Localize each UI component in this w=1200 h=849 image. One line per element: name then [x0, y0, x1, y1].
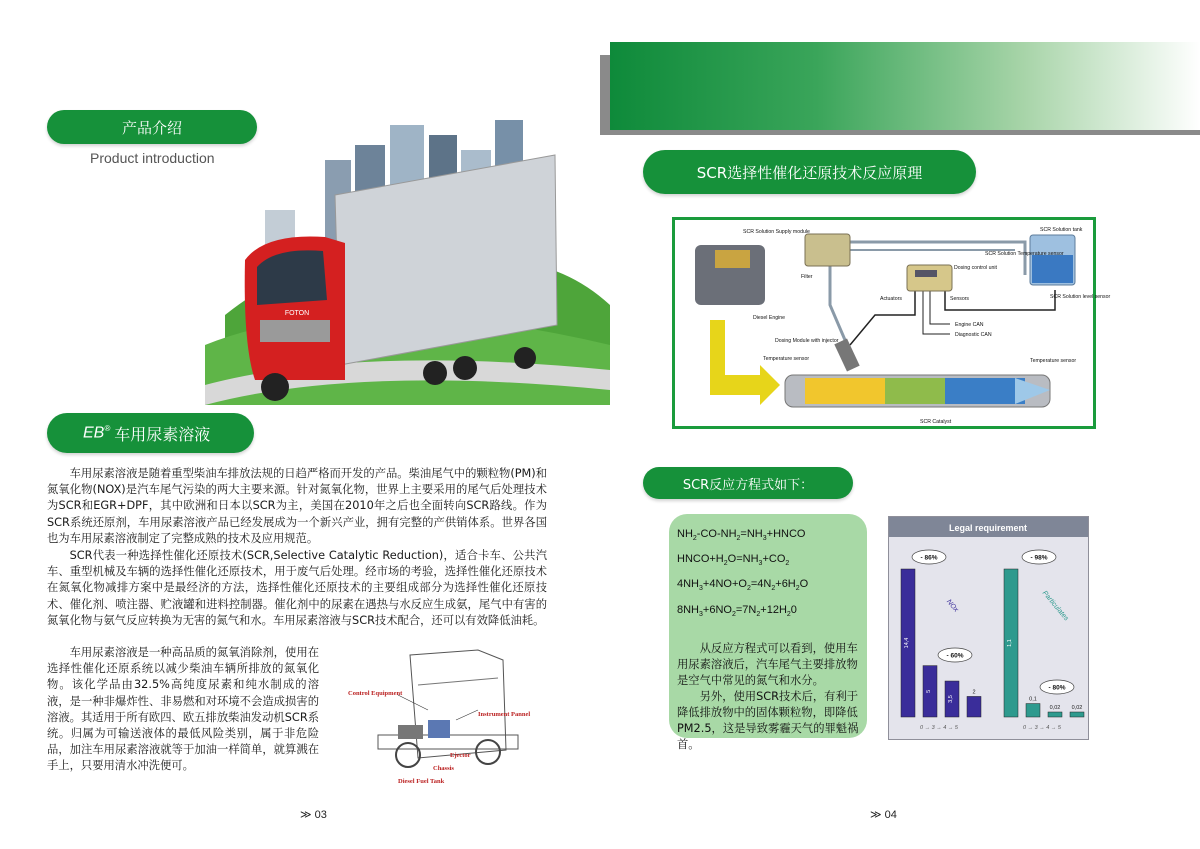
- bar-label-nox-3: 2: [972, 689, 976, 696]
- product-intro-title-text: 产品介绍: [121, 118, 182, 137]
- truck-brand-label: FOTON: [284, 310, 310, 317]
- label-temp-sensor-1: Temperature sensor: [763, 356, 810, 362]
- label-instrument-pannel: Instrument Pannel: [478, 711, 531, 718]
- callout-nox-60: - 60%: [946, 652, 964, 660]
- page-number-right-value: 04: [884, 809, 897, 821]
- dosing-control-unit: [907, 265, 952, 291]
- label-diesel-engine: Diesel Engine: [753, 315, 786, 321]
- bar-pm-1: [1026, 704, 1040, 717]
- page-number-left-value: 03: [314, 809, 327, 821]
- label-actuators: Actuators: [880, 296, 902, 302]
- series-label-pm: Particulates: [1040, 589, 1070, 623]
- equation-2: $HNCO+H_2O=NH_3+CO_2$: [677, 553, 790, 568]
- page-number-left: [300, 808, 327, 821]
- scr-principle-title: [643, 150, 976, 194]
- equation-1: $NH_2-CO-NH_2=NH_3+HNCO$: [677, 528, 806, 543]
- header-banner: [610, 42, 1200, 130]
- page-number-right: [870, 808, 897, 821]
- bar-label-pm-2: 0,02: [1049, 705, 1061, 711]
- bar-pm-2: [1048, 712, 1062, 717]
- exhaust-arrow-icon: [710, 320, 780, 405]
- legal-requirement-svg: [889, 517, 1088, 739]
- scr-system-diagram: [672, 217, 1111, 429]
- intro-paragraph-3: 车用尿素溶液是一种高品质的氮氧消除剂，使用在选择性催化还原系统以减少柴油车辆所排放的氮氧化物。该化学品由32.5%高纯度尿素和纯水制成的溶液，是一种非爆炸性、非易燃和对环境不会造成损害的溶液。其适用于所有欧四、欧五排放柴油发动机SCR系统。归属为可输送液体的最低风险类别，属于非危险品，加注车用尿素溶液就等于加油一样简单，就算溅在手上，只要用清水冲洗便可。: [47, 646, 319, 773]
- callout-nox-86: - 86%: [920, 554, 938, 562]
- eb-urea-title: [47, 413, 254, 453]
- scr-principle-title-text: SCR选择性催化还原技术反应原理: [696, 163, 923, 182]
- bar-nox-3: [967, 696, 981, 717]
- label-engine-can: Engine CAN: [955, 322, 984, 328]
- label-filter: Filter: [801, 274, 813, 280]
- label-supply-module: SCR Solution Supply module: [743, 229, 810, 235]
- bar-label-nox-0: 14,4: [904, 637, 910, 649]
- legal-title: Legal requirement: [948, 523, 1028, 533]
- truck-city-illustration: [205, 115, 610, 405]
- supply-module: [805, 234, 850, 266]
- label-diesel-fuel-tank: Diesel Fuel Tank: [398, 778, 445, 785]
- equation-title: [643, 467, 853, 499]
- label-control-equipment: Control Equipment: [348, 690, 403, 697]
- label-diagnostic-can: Diagnostic CAN: [955, 332, 992, 338]
- bar-label-pm-0: 1,1: [1007, 639, 1013, 647]
- eb-brand: EB®: [83, 423, 111, 442]
- callout-pm-98: - 98%: [1030, 554, 1048, 562]
- equation-paragraph-1: 从反应方程式可以看到，使用车用尿素溶液后，汽车尾气主要排放物是空气中常见的氮气和水分。: [677, 641, 858, 687]
- scr-system-drawing: [675, 220, 1111, 426]
- label-ejector: Ejector: [450, 752, 471, 759]
- label-solution-tank: SCR Solution tank: [1040, 227, 1083, 233]
- equation-3: $4NH_3+4NO+O_2=4N_2+6H_2O$: [677, 578, 809, 593]
- registered-mark: ®: [104, 423, 111, 433]
- callout-pm-80: - 80%: [1048, 684, 1066, 692]
- label-sensors: Sensors: [950, 296, 970, 302]
- axis-labels-nox: 0 → 3 → 4 → 5: [920, 725, 958, 731]
- label-level-sensor: SCR Solution level sensor: [1050, 294, 1111, 300]
- equation-paragraph-2: 另外，使用SCR技术后，有利于降低排放物中的固体颗粒物，即降低PM2.5，这是导致雾霾天气的罪魁祸首。: [677, 689, 859, 751]
- bar-label-pm-1: 0,1: [1029, 696, 1037, 703]
- label-temp-sensor-2: Temperature sensor: [1030, 358, 1077, 364]
- bar-pm-3: [1070, 712, 1084, 717]
- equation-4: $8NH_3+6NO_2=7N_2+12H_20$: [677, 603, 797, 618]
- eb-urea-title-text: 车用尿素溶液: [114, 424, 211, 444]
- bar-label-pm-3: 0,02: [1071, 705, 1083, 711]
- page-arrow-icon: ≫: [300, 809, 312, 821]
- equation-list: [677, 524, 859, 625]
- product-intro-subtitle: Product introduction: [90, 150, 215, 166]
- label-scr-catalyst: SCR Catalyst: [920, 419, 952, 425]
- label-temp-sensor-tank: SCR Solution Temperature sensor: [985, 251, 1064, 257]
- equation-box: [669, 514, 867, 751]
- bar-label-nox-2: 3,5: [948, 695, 954, 703]
- axis-labels-pm: 0 → 3 → 4 → 5: [1023, 725, 1061, 731]
- intro-paragraph-1: 车用尿素溶液是随着重型柴油车排放法规的日趋严格而开发的产品。柴油尾气中的颗粒物(PM)和氮氧化物(NOX)是汽车尾气污染的两大主要来源。针对氮氧化物，世界上主要采用的尾气后处理技术为SCR和EGR+DPF，其中欧洲和日本以SCR为主，美国在2010年之后也全面转向SCR路线。作为SCR系统还原剂，车用尿素溶液产品已经发展成为一个新兴产业，拥有完整的产供销体系。世界各国也为车用尿素溶液制定了完整成熟的技术及应用规范。: [47, 467, 547, 545]
- label-dosing-control: Dosing control unit: [954, 265, 997, 271]
- truck-system-diagram: [338, 640, 543, 790]
- label-dosing-module: Dosing Module with injector: [775, 338, 839, 344]
- label-chassis: Chassis: [433, 765, 454, 772]
- page-arrow-icon: ≫: [870, 809, 882, 821]
- series-label-nox: NOx: [944, 598, 960, 614]
- equation-title-text: SCR反应方程式如下：: [682, 477, 814, 493]
- intro-paragraph-2: SCR代表一种选择性催化还原技术(SCR,Selective Catalytic Reduction)，适合卡车、公共汽车、重型机械及车辆的选择性催化还原技术，用于废气后处理。经市场的考验，选择性催化还原技术在氮氧化物减排方案中是最经济的方法，选择性催化还原技术的主要组成部分为选择性催化还原技术、催化剂、喷注器、贮液罐和进料控制器。催化剂中的尿素在遇热与水反应生成氨，尾气中有害的氮氧化物与氨气反应转换为无害的氮气和水。车用尿素溶液与SCR技术配合，还可以有效降低油耗。: [47, 549, 547, 627]
- bar-label-nox-1: 5: [926, 689, 932, 693]
- legal-requirement-chart: [888, 516, 1089, 740]
